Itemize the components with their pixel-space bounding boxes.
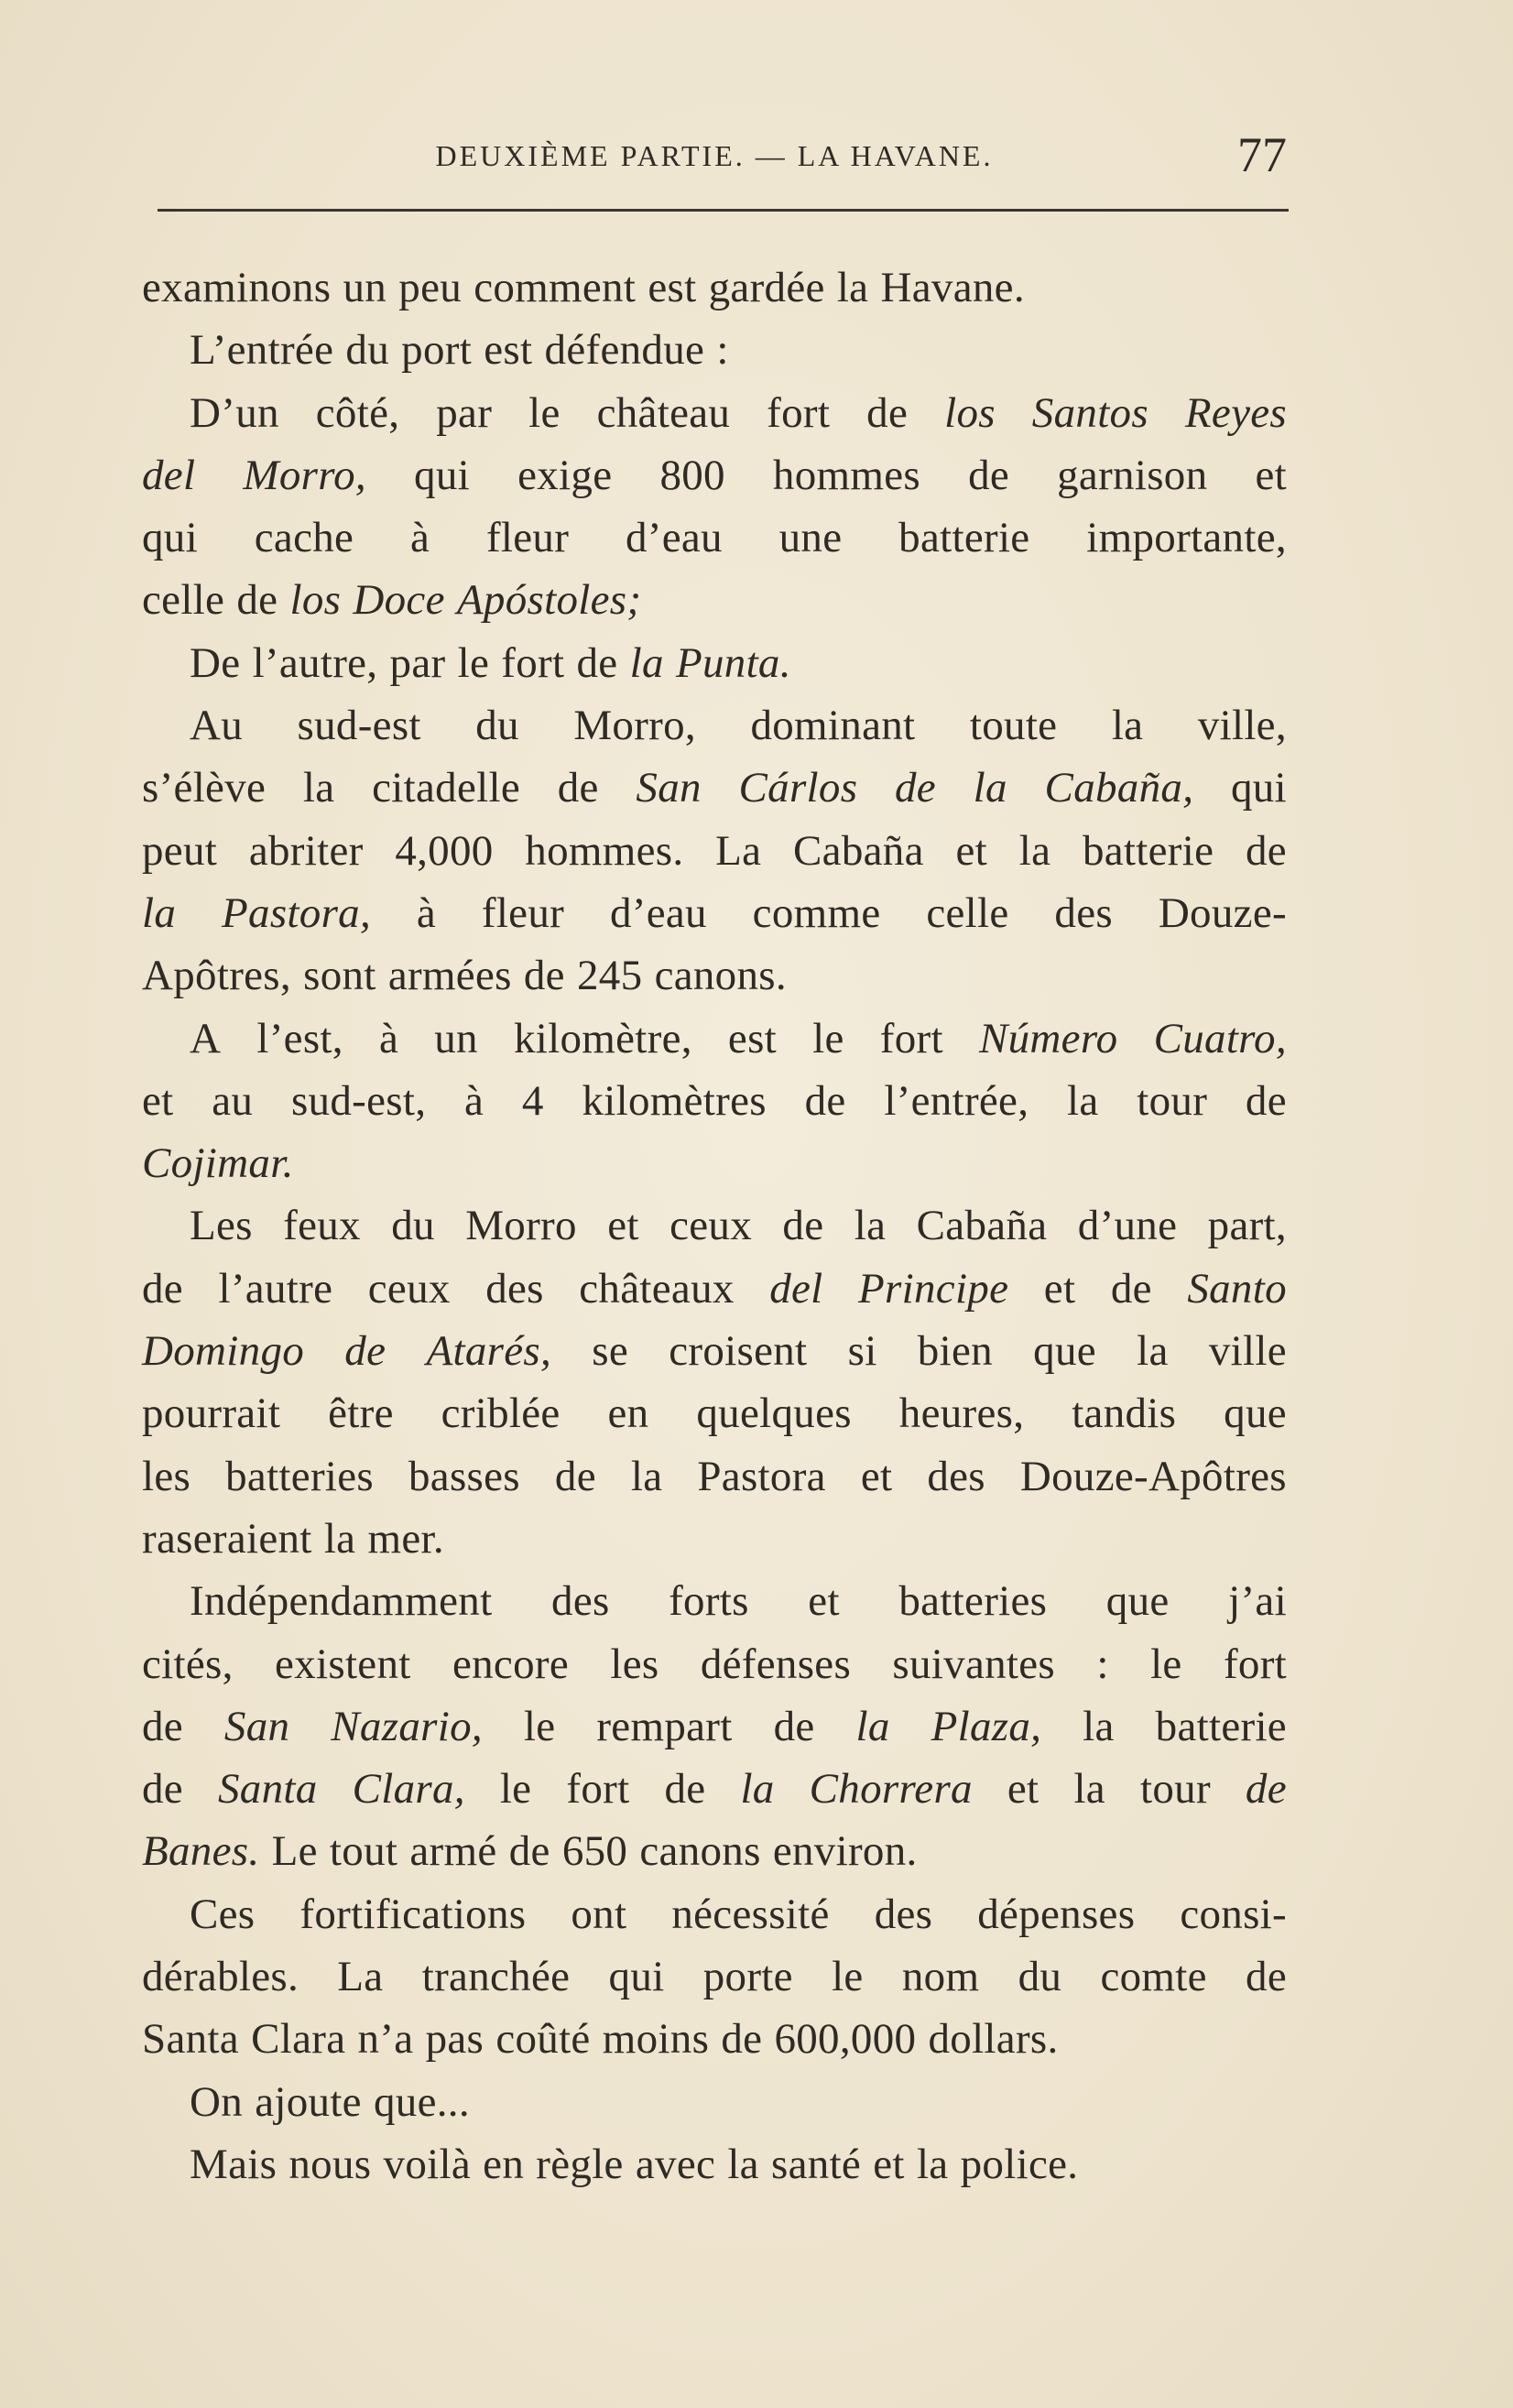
italic-word: de <box>895 764 936 812</box>
running-title: DEUXIÈME PARTIE. — LA HAVANE. <box>435 139 994 172</box>
word: bien <box>917 1327 993 1376</box>
word: de <box>1245 1076 1287 1125</box>
word: des <box>874 1890 933 1938</box>
word: sud-est, <box>290 1076 427 1125</box>
word: du <box>475 702 519 750</box>
word: nous <box>288 2140 372 2188</box>
word: de <box>773 1702 815 1750</box>
word: Havane. <box>880 264 1025 311</box>
word: à <box>416 888 437 937</box>
word: fleur <box>481 888 565 937</box>
text-line <box>142 882 1287 944</box>
word: et <box>860 1452 893 1500</box>
word: la <box>323 1514 356 1563</box>
word: d’eau <box>609 888 707 937</box>
word: les <box>610 1640 659 1688</box>
word: Cabaña <box>793 826 924 875</box>
word: le <box>812 1014 844 1062</box>
italic-word: Santos <box>1031 388 1148 437</box>
word: porte <box>702 1953 793 2001</box>
word: et <box>808 1577 840 1626</box>
word: règle <box>536 2140 624 2188</box>
word: kilomètres <box>582 1076 767 1125</box>
word: du <box>391 1202 435 1250</box>
page-number: 77 <box>1237 127 1287 182</box>
text-line <box>142 1508 1287 1570</box>
word: de <box>721 2015 763 2064</box>
word: 4 <box>521 1076 544 1125</box>
word: le <box>499 1765 532 1814</box>
word: dépenses <box>977 1890 1136 1938</box>
word: 245 <box>577 952 643 1000</box>
italic-word: Santa <box>217 1765 318 1814</box>
word: sont <box>303 952 376 1000</box>
word: 800 <box>659 451 725 499</box>
italic-word: Cojimar. <box>142 1139 294 1188</box>
word: et <box>1043 1264 1076 1313</box>
word: encore <box>452 1640 570 1688</box>
word: La <box>715 826 762 875</box>
word: tout <box>329 1827 398 1876</box>
text-line <box>142 944 1287 1007</box>
word: des <box>1054 888 1113 937</box>
word: exige <box>517 451 613 499</box>
page-header <box>142 126 1287 181</box>
word: feux <box>283 1202 361 1250</box>
word: par <box>436 388 493 437</box>
word: et <box>873 2140 905 2188</box>
word: de <box>664 1765 706 1814</box>
word: du <box>345 326 390 375</box>
word: Pastora <box>697 1452 826 1500</box>
word: au <box>212 1076 254 1125</box>
word: basses <box>408 1452 520 1500</box>
text-line <box>142 1945 1287 2008</box>
italic-word: los <box>289 576 342 625</box>
word: tranchée <box>421 1953 571 2001</box>
word: fort <box>566 1765 630 1814</box>
word: kilomètre, <box>513 1014 692 1062</box>
text-line <box>142 319 1287 381</box>
text-line <box>142 1320 1287 1382</box>
text-line <box>142 2133 1287 2196</box>
word: ceux <box>367 1264 451 1313</box>
word: ville <box>1208 1327 1287 1376</box>
word: et <box>607 1202 639 1250</box>
word: ont <box>571 1890 627 1938</box>
word: une <box>778 514 843 562</box>
word: le <box>1150 1640 1182 1688</box>
text-line <box>142 1258 1287 1320</box>
word: de <box>866 388 909 437</box>
word: ceux <box>669 1202 753 1250</box>
word: fortifications <box>299 1890 527 1938</box>
word: la <box>630 1452 663 1500</box>
word: Cabaña <box>916 1202 1048 1250</box>
text-line <box>142 1695 1287 1758</box>
word: le <box>528 388 561 437</box>
word: environ. <box>772 1827 918 1876</box>
text-line <box>142 1194 1287 1257</box>
word: comme <box>752 888 881 937</box>
word: peu <box>398 264 463 311</box>
text-line <box>142 1570 1287 1632</box>
word: : <box>1096 1640 1109 1688</box>
word: : <box>716 326 729 375</box>
word: de <box>557 764 599 812</box>
italic-word: del <box>142 451 196 499</box>
word: de <box>142 1765 183 1814</box>
word: 650 <box>561 1827 628 1876</box>
word: comte <box>1100 1953 1207 2001</box>
word: est <box>484 326 533 375</box>
word: Mais <box>190 2140 278 2188</box>
word: sud-est <box>297 702 421 750</box>
word: fleur <box>485 514 570 562</box>
word: hommes <box>772 451 920 499</box>
word: avec <box>635 2140 716 2188</box>
word: armé <box>409 1827 497 1876</box>
italic-word: Principe <box>858 1264 1009 1313</box>
word: criblée <box>441 1389 561 1438</box>
text-line <box>142 256 1287 319</box>
word: fort <box>1223 1640 1287 1688</box>
word: la <box>1067 1076 1099 1125</box>
word: le <box>832 1953 864 2001</box>
word: A <box>190 1014 222 1062</box>
word: est <box>648 264 697 311</box>
word: à <box>378 1014 399 1062</box>
italic-word: los <box>944 388 996 437</box>
text-line <box>142 757 1287 819</box>
word: fort <box>501 638 565 687</box>
word: du <box>1018 1953 1062 2001</box>
word: De <box>190 638 241 687</box>
word: L’entrée <box>190 326 334 375</box>
text-line <box>142 1445 1287 1508</box>
word: existent <box>275 1640 411 1688</box>
word: Ces <box>190 1890 256 1938</box>
italic-word: Atarés, <box>426 1327 552 1376</box>
word: dominant <box>750 702 916 750</box>
italic-word: Doce <box>353 576 445 625</box>
word: l’autre, <box>252 638 378 687</box>
word: et <box>955 826 987 875</box>
text-line <box>142 1820 1287 1882</box>
word: examinons <box>142 264 332 311</box>
word: en <box>483 2140 525 2188</box>
text-line <box>142 1758 1287 1820</box>
word: de <box>576 638 618 687</box>
word: Santa <box>142 2015 239 2064</box>
word: comment <box>473 264 637 311</box>
text-line <box>142 1382 1287 1444</box>
text-line <box>142 632 1287 694</box>
text-line <box>142 1008 1287 1070</box>
word: part, <box>1207 1202 1287 1250</box>
word: la <box>1073 1765 1105 1814</box>
word: le <box>523 1702 556 1750</box>
word: l’entrée, <box>884 1076 1029 1125</box>
word: des <box>485 1264 544 1313</box>
word: citadelle <box>372 764 521 812</box>
italic-word: del <box>769 1264 823 1313</box>
word: tour <box>1137 1076 1208 1125</box>
text-line <box>142 820 1287 882</box>
word: que... <box>374 2077 470 2126</box>
word: et <box>1007 1765 1040 1814</box>
word: qui <box>608 1953 665 2001</box>
word: fort <box>879 1014 943 1062</box>
text-line <box>142 507 1287 569</box>
word: Les <box>190 1202 253 1250</box>
word: ville, <box>1197 702 1287 750</box>
italic-word: la <box>973 764 1007 812</box>
word: celle <box>926 888 1009 937</box>
word: être <box>328 1389 394 1438</box>
word: d’une <box>1077 1202 1178 1250</box>
word: pas <box>425 2015 484 2064</box>
italic-word: San <box>636 764 702 812</box>
italic-word: Domingo <box>142 1327 305 1376</box>
word: ajoute <box>255 2077 362 2126</box>
word: quelques <box>696 1389 852 1438</box>
text-line <box>142 1132 1287 1194</box>
word: batteries <box>225 1452 375 1500</box>
word: de <box>1110 1264 1152 1313</box>
body-text <box>142 256 1287 2196</box>
word: fort <box>767 388 831 437</box>
word: un <box>434 1014 478 1062</box>
text-line <box>142 1883 1287 1945</box>
word: l’autre <box>218 1264 333 1313</box>
word: château <box>596 388 731 437</box>
word: 4,000 <box>395 826 494 875</box>
word: D’un <box>190 388 279 437</box>
word: 600,000 <box>774 2015 917 2064</box>
word: j’ai <box>1228 1577 1287 1626</box>
word: la <box>727 2140 759 2188</box>
word: police. <box>960 2140 1079 2188</box>
word: mer. <box>367 1514 444 1563</box>
word: des <box>551 1577 610 1626</box>
word: importante, <box>1086 514 1287 562</box>
word: dérables. <box>142 1953 299 2001</box>
text-line <box>142 694 1287 757</box>
word: Douze-Apôtres <box>1019 1452 1287 1500</box>
word: par <box>389 638 446 687</box>
word: un <box>343 264 387 311</box>
word: batterie <box>1082 826 1214 875</box>
word: batterie <box>1155 1702 1287 1750</box>
word: de <box>142 1264 183 1313</box>
word: canons. <box>654 952 787 1000</box>
word: à <box>409 514 430 562</box>
word: la <box>1111 702 1144 750</box>
italic-word: Reyes <box>1184 388 1287 437</box>
word: Au <box>190 702 244 750</box>
word: croisent <box>669 1327 808 1376</box>
word: pourrait <box>142 1389 281 1438</box>
word: la <box>302 764 335 812</box>
word: Morro <box>465 1202 577 1250</box>
word: suivantes <box>892 1640 1056 1688</box>
italic-word: Cuatro, <box>1153 1014 1287 1062</box>
word: dollars. <box>928 2015 1059 2064</box>
word: voilà <box>383 2140 471 2188</box>
word: de <box>236 576 278 625</box>
word: armées <box>387 952 512 1000</box>
word: se <box>592 1327 628 1376</box>
word: à <box>464 1076 484 1125</box>
word: raseraient <box>142 1514 312 1563</box>
word: les <box>142 1452 191 1500</box>
text-line <box>142 1633 1287 1695</box>
word: gardée <box>708 264 825 311</box>
word: forts <box>669 1577 749 1626</box>
word: nom <box>901 1953 980 2001</box>
text-line <box>142 569 1287 631</box>
italic-word: la <box>142 888 177 937</box>
word: moins <box>602 2015 710 2064</box>
word: coûté <box>495 2015 591 2064</box>
word: heures, <box>898 1389 1025 1438</box>
italic-word: Banes. <box>142 1827 260 1876</box>
word: si <box>847 1327 877 1376</box>
word: batteries <box>898 1577 1048 1626</box>
italic-word: Punta. <box>675 638 791 687</box>
word: que <box>1033 1327 1096 1376</box>
word: tandis <box>1072 1389 1177 1438</box>
word: des <box>927 1452 985 1500</box>
italic-word: Número <box>978 1014 1118 1062</box>
word: de <box>508 1827 550 1876</box>
word: la <box>854 1202 887 1250</box>
italic-word: Cabaña, <box>1044 764 1194 812</box>
word: de <box>554 1452 596 1500</box>
word: garnison <box>1057 451 1208 499</box>
word: Clara <box>251 2015 346 2064</box>
word: La <box>337 1953 384 2001</box>
word: Morro, <box>573 702 696 750</box>
word: hommes. <box>525 826 684 875</box>
italic-word: la <box>740 1765 775 1814</box>
word: défenses <box>700 1640 852 1688</box>
word: cités, <box>142 1640 234 1688</box>
word: port <box>401 326 473 375</box>
italic-word: de <box>1245 1765 1287 1814</box>
italic-word: Cárlos <box>738 764 858 812</box>
word: en <box>607 1389 649 1438</box>
word: qui <box>142 514 198 562</box>
word: l’est, <box>256 1014 343 1062</box>
italic-word: Santo <box>1187 1264 1287 1313</box>
italic-word: Chorrera <box>809 1765 973 1814</box>
word: que <box>1105 1577 1170 1626</box>
italic-word: Clara, <box>352 1765 465 1814</box>
word: Le <box>271 1827 318 1876</box>
word: de <box>1246 826 1287 875</box>
word: Apôtres, <box>142 952 291 1000</box>
word: la <box>1137 1327 1169 1376</box>
word: batterie <box>898 514 1030 562</box>
word: consi- <box>1180 1890 1287 1938</box>
word: peut <box>142 826 218 875</box>
italic-word: Morro, <box>243 451 366 499</box>
word: la <box>836 264 869 311</box>
word: d’eau <box>625 514 723 562</box>
word: châteaux <box>579 1264 735 1313</box>
word: la <box>1083 1702 1115 1750</box>
text-line <box>142 2008 1287 2070</box>
word: de <box>1246 1953 1287 2001</box>
word: santé <box>771 2140 862 2188</box>
word: tour <box>1139 1765 1211 1814</box>
italic-word: la <box>855 1702 890 1750</box>
word: nécessité <box>671 1890 830 1938</box>
word: de <box>968 451 1010 499</box>
word: On <box>190 2077 244 2126</box>
word: côté, <box>315 388 400 437</box>
word: la <box>1018 826 1051 875</box>
word: n’a <box>357 2015 414 2064</box>
italic-word: Apóstoles; <box>456 576 642 625</box>
word: que <box>1224 1389 1287 1438</box>
word: la <box>916 2140 949 2188</box>
word: rempart <box>596 1702 733 1750</box>
text-line <box>142 382 1287 444</box>
word: Douze- <box>1158 888 1287 937</box>
word: abriter <box>248 826 364 875</box>
word: canons <box>639 1827 761 1876</box>
word: et <box>1255 451 1287 499</box>
word: qui <box>414 451 470 499</box>
word: qui <box>1230 764 1287 812</box>
word: de <box>804 1076 846 1125</box>
word: de <box>142 1702 183 1750</box>
word: cache <box>254 514 354 562</box>
italic-word: Nazario, <box>331 1702 483 1750</box>
italic-word: la <box>629 638 664 687</box>
word: Indépendamment <box>190 1577 493 1626</box>
word: de <box>782 1202 824 1250</box>
text-line <box>142 444 1287 507</box>
word: toute <box>969 702 1058 750</box>
italic-word: Plaza, <box>931 1702 1042 1750</box>
header-rule <box>158 209 1289 212</box>
italic-word: San <box>223 1702 290 1750</box>
word: et <box>142 1076 174 1125</box>
word: est <box>727 1014 778 1062</box>
italic-word: de <box>344 1327 386 1376</box>
text-line <box>142 1070 1287 1132</box>
word: celle <box>142 576 225 625</box>
word: défendue <box>544 326 705 375</box>
word: s’élève <box>142 764 267 812</box>
text-line <box>142 2071 1287 2133</box>
word: de <box>523 952 565 1000</box>
italic-word: Pastora, <box>222 888 372 937</box>
word: le <box>457 638 490 687</box>
